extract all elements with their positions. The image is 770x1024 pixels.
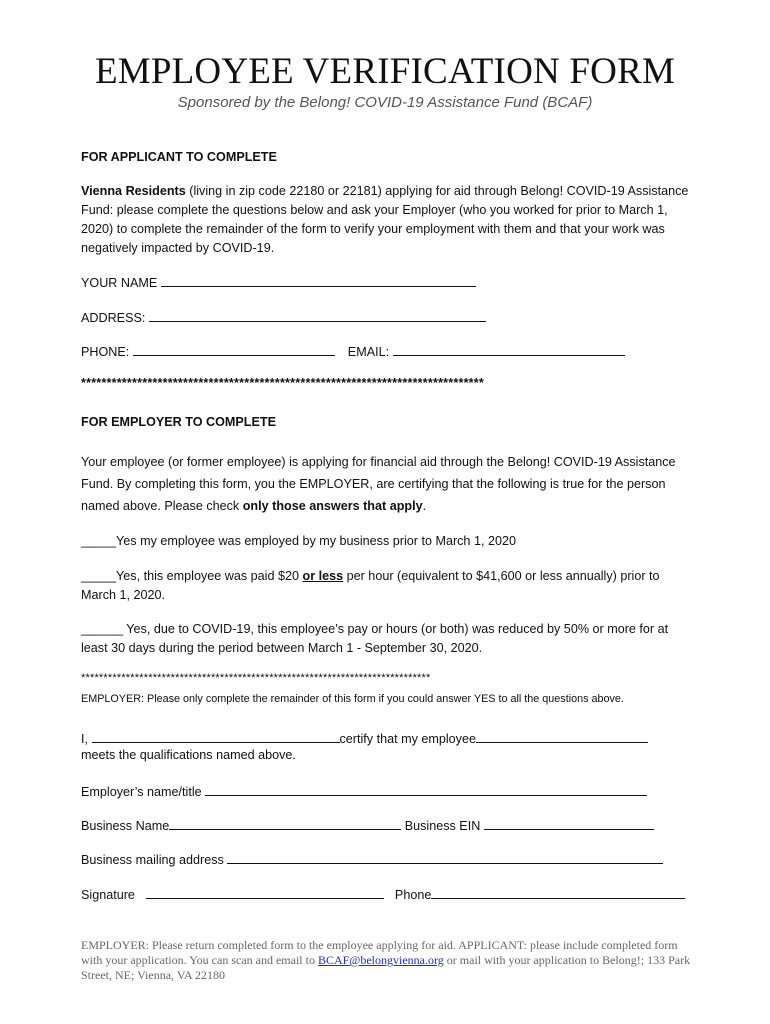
address-label: ADDRESS:: [81, 311, 146, 325]
employer-section-heading: FOR EMPLOYER TO COMPLETE: [81, 415, 276, 429]
phone-email-row: [81, 343, 625, 359]
certifier-name-field[interactable]: [92, 730, 340, 743]
employer-name-row: [81, 783, 647, 799]
mailing-address-row: [81, 851, 663, 867]
question-1: [81, 534, 516, 548]
question-2-checkbox[interactable]: _____: [81, 569, 117, 583]
footer-email-link[interactable]: BCAF@belongvienna.org: [317, 953, 444, 967]
business-ein-label: Business EIN: [404, 819, 481, 833]
signature-label: Signature: [81, 888, 135, 902]
signature-field[interactable]: [146, 886, 384, 899]
form-title: EMPLOYEE VERIFICATION FORM: [94, 51, 676, 92]
employer-intro-bold: only those answers that apply: [242, 499, 423, 513]
employer-name-field[interactable]: [205, 783, 647, 796]
question-1-checkbox[interactable]: _____: [81, 534, 117, 548]
qualify-row: [81, 748, 296, 762]
employer-note: EMPLOYER: Please only complete the remainder of this form if you could answer YES to all the questions above.: [81, 693, 624, 705]
employer-intro-end: .: [422, 499, 427, 513]
applicant-intro-bold: Vienna Residents: [81, 184, 186, 198]
question-3-checkbox[interactable]: ______: [81, 622, 124, 636]
business-ein-field[interactable]: [484, 817, 654, 830]
address-field[interactable]: [149, 309, 486, 322]
qualify-text: meets the qualifications named above.: [81, 748, 296, 762]
phone-label: PHONE:: [81, 345, 130, 359]
employer-intro: [81, 451, 691, 517]
employee-name-field[interactable]: [476, 730, 648, 743]
your-name-row: [81, 274, 476, 290]
form-subtitle: Sponsored by the Belong! COVID-19 Assistance Fund (BCAF): [177, 94, 593, 111]
employer-intro-text: Your employee (or former employee) is applying for financial aid through the Belong! COVID-19 Assistance Fund. By completing this form, you the EMPLOYER, are certifying that the following is true for the person named above. Please check: [81, 455, 676, 513]
employer-name-label: Employer’s name/title: [81, 785, 202, 799]
question-3: [81, 620, 691, 658]
email-label: EMAIL:: [347, 345, 390, 359]
address-row: [81, 309, 486, 325]
email-field[interactable]: [393, 343, 625, 356]
question-2-text-end: per hour (equivalent to $41,600 or less annually) prior to March 1, 2020.: [81, 569, 660, 602]
business-name-field[interactable]: [169, 817, 401, 830]
phone-label-employer: Phone: [394, 888, 432, 902]
certify-text: certify that my employee: [339, 732, 476, 746]
signature-row: [81, 886, 685, 902]
phone-field[interactable]: [133, 343, 335, 356]
question-2: [81, 567, 691, 605]
your-name-field[interactable]: [161, 274, 476, 287]
question-2-text: Yes, this employee was paid $20: [116, 569, 303, 583]
footer-note: [81, 938, 691, 983]
business-row: [81, 817, 654, 833]
employer-phone-field[interactable]: [431, 886, 685, 899]
footer-text-end: or mail with your application to Belong!; 133 Park Street, NE; Vienna, VA 22180: [81, 953, 691, 982]
certify-i-label: I,: [81, 732, 88, 746]
section-divider: *******************************************************************************: [81, 376, 484, 390]
footer-text: EMPLOYER: Please return completed form to the employee applying for aid. APPLICANT: please include completed form with your application. You can scan and email to: [81, 938, 678, 967]
applicant-intro: [81, 182, 691, 258]
mailing-address-label: Business mailing address: [81, 853, 224, 867]
certify-row: [81, 730, 648, 746]
your-name-label: YOUR NAME: [81, 276, 158, 290]
question-3-text: Yes, due to COVID-19, this employee’s pay or hours (or both) was reduced by 50% or more for at least 30 days during the period between March 1 - September 30, 2020.: [81, 622, 669, 655]
section-divider-2: ******************************************************************************: [81, 672, 431, 684]
applicant-intro-text: (living in zip code 22180 or 22181) applying for aid through Belong! COVID-19 Assistance Fund: please complete the questions below and ask your Employer (who you worked for prior to March 1, 2020) to complete the remainder of the form to verify your employment with them and that your work was negatively impacted by COVID-19.: [81, 184, 689, 255]
business-name-label: Business Name: [81, 819, 170, 833]
question-1-text: Yes my employee was employed by my business prior to March 1, 2020: [116, 534, 516, 548]
applicant-section-heading: FOR APPLICANT TO COMPLETE: [81, 150, 277, 164]
mailing-address-field[interactable]: [227, 851, 663, 864]
question-2-emphasis: or less: [302, 569, 344, 583]
